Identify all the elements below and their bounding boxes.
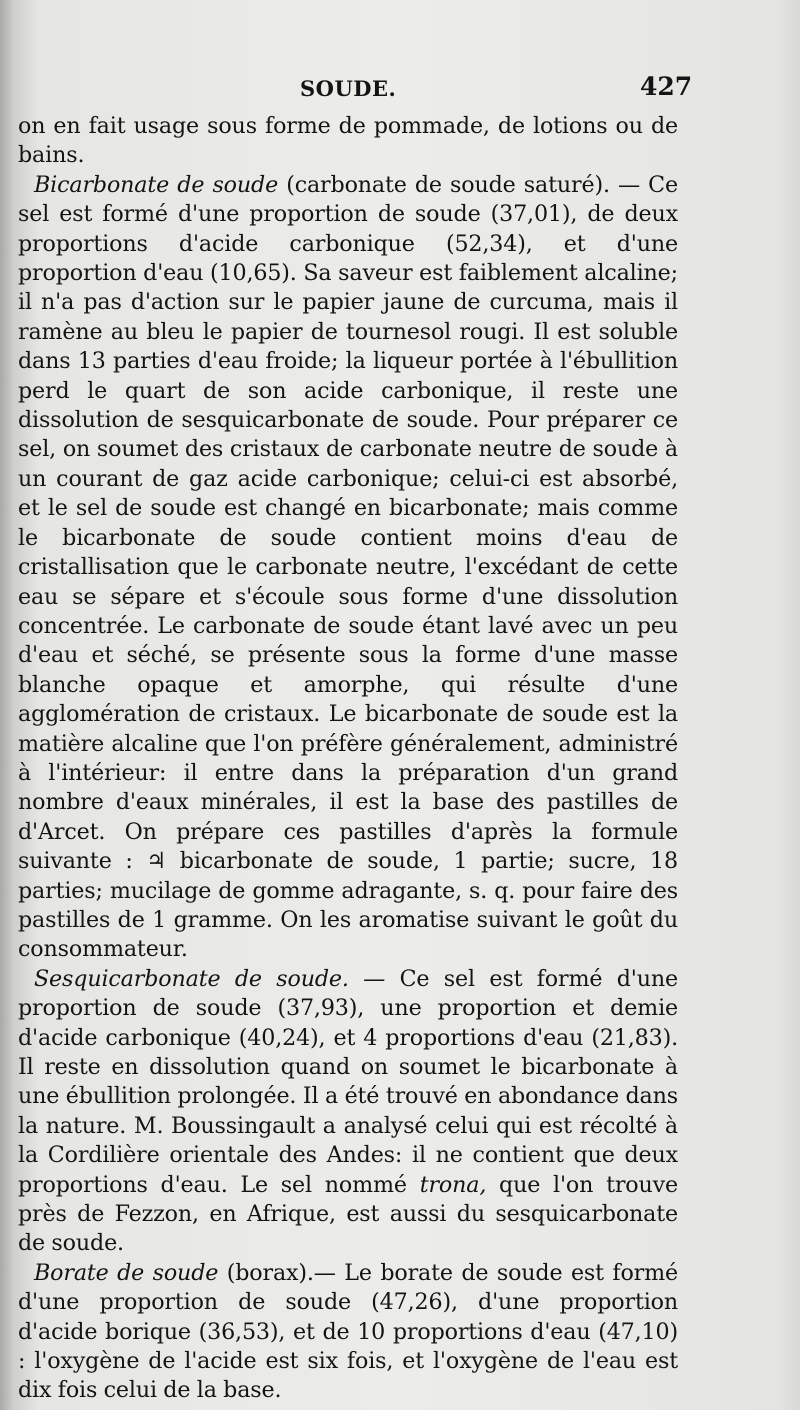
paragraph-text: que l'on trouve près de Fezzon, en Afrique, est aussi du sesquicarbonate de soude. [18,1171,679,1257]
paragraph-continuation [18,112,678,171]
body-text [18,112,678,1406]
paragraph-lead: Bicarbonate de soude [34,171,279,198]
paragraph-bicarbonate [18,171,678,965]
paragraph-text: — Ce sel est formé d'une proportion de soude (37,93), une proportion et demie d'acide carbonique (40,24), et 4 proportions d'eau (21,83). Il reste en dissolution quand on soumet le bicarbonate à une ébullition prolongée. Il a été trouvé en abondance dans la nature. M. Boussingault a analysé celui qui est récolté à la Cordilière orientale des Andes: il ne contient que deux proportions d'eau. Le sel nommé [18,965,678,1198]
inline-italic-term: trona, [419,1171,487,1198]
paragraph-sesquicarbonate [18,965,678,1259]
paragraph-lead: Borate de soude [34,1259,219,1286]
page-header [0,72,800,108]
running-title: SOUDE. [300,76,397,101]
paragraph-text: (carbonate de soude saturé). — Ce sel est formé d'une proportion de soude (37,01), de deux proportions d'acide carbonique (52,34), et d'une proportion d'eau (10,65). Sa saveur est faiblement alcaline; il n'a pas d'action sur le papier jaune de curcuma, mais il ramène au bleu le papier de tournesol rougi. Il est soluble dans 13 parties d'eau froide; la liqueur portée à l'ébullition perd le quart de son acide carbonique, il reste une dissolution de sesquicarbonate de soude. Pour préparer ce sel, on soumet des cristaux de carbonate neutre de soude à un courant de gaz acide carbonique; celui-ci est absorbé, et le sel de soude est changé en bicarbonate; mais comme le bicarbonate de soude contient moins d'eau de cristallisation que le carbonate neutre, l'excédant de cette eau se sépare et s'écoule sous forme d'une dissolution concentrée. Le carbonate de soude étant lavé avec un peu d'eau et séché, se présente sous la forme d'une masse blanche opaque et amorphe, qui résulte d'une agglomération de cristaux. Le bicarbonate de soude est la matière alcaline que l'on préfère généralement, administré à l'intérieur: il entre dans la préparation d'un grand nombre d'eaux minérales, il est la base des pastilles de d'Arcet. On prépare ces pastilles d'après la formule suivante : ♃ bicarbonate de soude, 1 partie; sucre, 18 parties; mucilage de gomme adragante, s. q. pour faire des pastilles de 1 gramme. On les aromatise suivant le goût du consommateur. [18,171,678,963]
page-number: 427 [640,72,693,101]
paragraph-borate [18,1259,678,1406]
paragraph-text: on en fait usage sous forme de pommade, de lotions ou de bains. [18,113,678,169]
paragraph-text: (borax).— Le borate de soude est formé d'une proportion de soude (47,26), d'une proportion d'acide borique (36,53), et de 10 proportions d'eau (47,10) : l'oxygène de l'acide est six fois, et l'oxygène de l'eau est dix fois celui de la base. [18,1259,678,1404]
paragraph-lead: Sesquicarbonate de soude. [34,965,349,992]
